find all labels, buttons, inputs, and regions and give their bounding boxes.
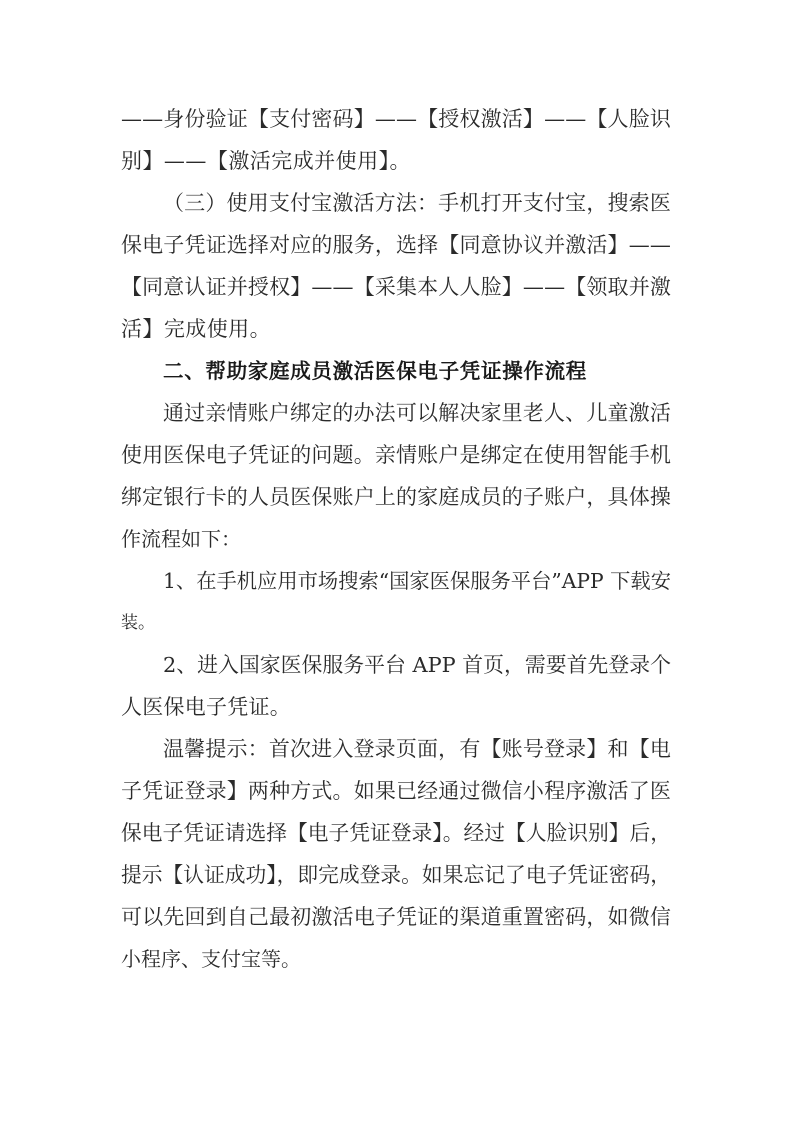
paragraph-line xyxy=(0,813,793,853)
line-text: 使用医保电子凭证的问题。亲情账户是绑定在使用智能手机 xyxy=(121,443,671,467)
paragraph-line xyxy=(0,141,793,181)
line-text: 【同意认证并授权】——【采集本人人脸】——【领取并激 xyxy=(121,275,671,299)
line-text: 别】——【激活完成并使用】。 xyxy=(121,149,411,173)
paragraph-line xyxy=(0,939,793,979)
paragraph-line xyxy=(0,687,793,727)
paragraph-line xyxy=(0,225,793,265)
paragraph-line xyxy=(0,855,793,895)
paragraph-line xyxy=(0,897,793,937)
line-text: 2、进入国家医保服务平台 APP 首页，需要首先登录个 xyxy=(163,653,671,677)
paragraph-line xyxy=(0,267,793,307)
paragraph-line xyxy=(0,393,793,433)
paragraph-line xyxy=(0,309,793,349)
line-text: 绑定银行卡的人员医保账户上的家庭成员的子账户，具体操 xyxy=(121,485,671,509)
line-text: 子凭证登录】两种方式。如果已经通过微信小程序激活了医 xyxy=(121,779,671,803)
line-text: 保电子凭证选择对应的服务，选择【同意协议并激活】—— xyxy=(121,233,671,257)
line-text: 作流程如下： xyxy=(121,527,241,551)
section-heading xyxy=(0,351,793,391)
line-text: （三）使用支付宝激活方法：手机打开支付宝，搜索医 xyxy=(163,191,671,215)
line-text: ——身份验证【支付密码】——【授权激活】——【人脸识 xyxy=(121,107,671,131)
line-text: 提示【认证成功】，即完成登录。如果忘记了电子凭证密码， xyxy=(121,863,671,887)
paragraph-line xyxy=(0,99,793,139)
paragraph-line xyxy=(0,771,793,811)
paragraph-line xyxy=(0,435,793,475)
paragraph-line xyxy=(0,183,793,223)
line-text: 小程序、支付宝等。 xyxy=(121,947,301,971)
paragraph-line xyxy=(0,603,793,643)
line-text: 可以先回到自己最初激活电子凭证的渠道重置密码，如微信 xyxy=(121,905,671,929)
line-text: 1、在手机应用市场搜索“国家医保服务平台”APP 下载安 xyxy=(163,569,671,593)
paragraph-line xyxy=(0,729,793,769)
line-text: 装。 xyxy=(121,613,155,633)
line-text: 通过亲情账户绑定的办法可以解决家里老人、儿童激活 xyxy=(163,401,671,425)
paragraph-line xyxy=(0,561,793,601)
line-text: 人医保电子凭证。 xyxy=(121,695,291,719)
line-text: 活】完成使用。 xyxy=(121,317,271,341)
heading-text: 二、帮助家庭成员激活医保电子凭证操作流程 xyxy=(163,359,587,383)
line-text: 保电子凭证请选择【电子凭证登录】。经过【人脸识别】后， xyxy=(121,821,671,845)
paragraph-line xyxy=(0,477,793,517)
paragraph-line xyxy=(0,645,793,685)
paragraph-line xyxy=(0,519,793,559)
line-text: 温馨提示：首次进入登录页面，有【账号登录】和【电 xyxy=(163,737,671,761)
